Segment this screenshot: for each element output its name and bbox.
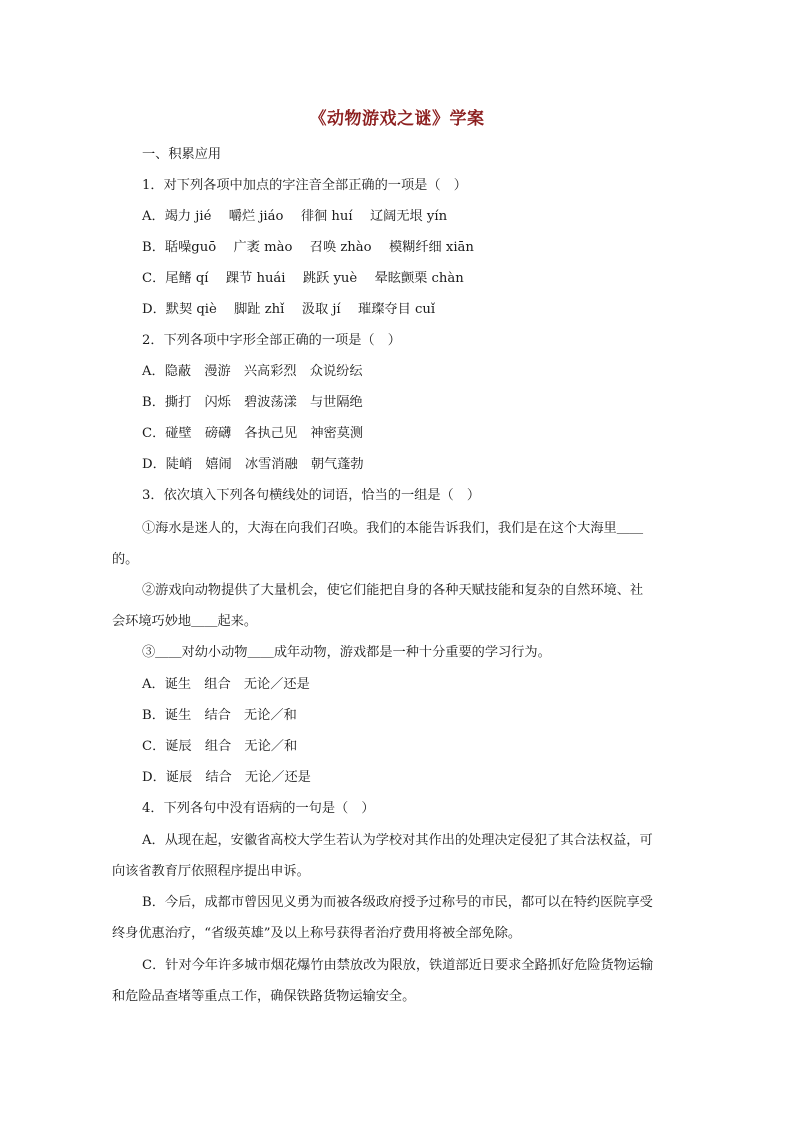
question-3-sentence-2: ②游戏向动物提供了大量机会，使它们能把自身的各种天赋技能和复杂的自然环境、社 <box>142 583 644 598</box>
question-4-option-b-cont: 终身优惠治疗，“省级英雄”及以上称号获得者治疗费用将被全部免除。 <box>112 926 522 941</box>
question-4-option-b: B．今后，成都市曾因见义勇为而被各级政府授予过称号的市民，都可以在特约医院享受 <box>142 895 653 910</box>
question-2-option-c: C．碰壁 磅礴 各执己见 神密莫测 <box>142 426 364 441</box>
question-2-stem: 2．下列各项中字形全部正确的一项是（ ） <box>142 333 401 348</box>
question-3-sentence-3: ③＿＿对幼小动物＿＿成年动物，游戏都是一种十分重要的学习行为。 <box>142 645 551 660</box>
question-1-option-c: C．尾鳍 qí 踝节 huái 跳跃 yuè 晕眩颤栗 chàn <box>142 271 464 286</box>
question-2-option-d: D．陡峭 嬉闹 冰雪消融 朝气蓬勃 <box>142 457 364 472</box>
question-3-sentence-1-cont: 的。 <box>112 552 139 567</box>
question-4-option-a: A．从现在起，安徽省高校大学生若认为学校对其作出的处理决定侵犯了其合法权益，可 <box>142 833 653 848</box>
question-3-option-b: B．诞生 结合 无论／和 <box>142 708 297 723</box>
question-1-option-a: A．竭力 jié 嚼烂 jiáo 徘徊 huí 辽阔无垠 yín <box>142 209 448 224</box>
question-3-option-c: C．诞辰 组合 无论／和 <box>142 739 298 754</box>
question-3-stem: 3．依次填入下列各句横线处的词语，恰当的一组是（ ） <box>142 488 481 503</box>
question-1-stem: 1．对下列各项中加点的字注音全部正确的一项是（ ） <box>142 178 467 193</box>
question-3-option-a: A．诞生 组合 无论／还是 <box>142 677 310 692</box>
question-4-stem: 4．下列各句中没有语病的一句是（ ） <box>142 801 375 816</box>
question-4-option-c-cont: 和危险品查堵等重点工作，确保铁路货物运输安全。 <box>112 989 416 1004</box>
question-1-option-d: D．默契 qiè 脚趾 zhǐ 汲取 jí 璀璨夺目 cuǐ <box>142 302 436 317</box>
question-4-option-c: C．针对今年许多城市烟花爆竹由禁放改为限放，铁道部近日要求全路抓好危险货物运输 <box>142 958 654 973</box>
question-3-option-d: D．诞辰 结合 无论／还是 <box>142 770 311 785</box>
page-title: 《动物游戏之谜》学案 <box>309 109 485 129</box>
question-2-option-b: B．撕打 闪烁 碧波荡漾 与世隔绝 <box>142 395 363 410</box>
question-1-option-b: B．聒噪guō 广袤 mào 召唤 zhào 模糊纤细 xiān <box>142 240 474 255</box>
question-3-sentence-1: ①海水是迷人的，大海在向我们召唤。我们的本能告诉我们，我们是在这个大海里＿＿ <box>142 521 644 536</box>
question-4-option-a-cont: 向该省教育厅依照程序提出申诉。 <box>112 864 310 879</box>
section-heading: 一、积累应用 <box>142 147 222 162</box>
question-2-option-a: A．隐蔽 漫游 兴高彩烈 众说纷纭 <box>142 364 363 379</box>
question-3-sentence-2-cont: 会环境巧妙地＿＿起来。 <box>112 614 258 629</box>
